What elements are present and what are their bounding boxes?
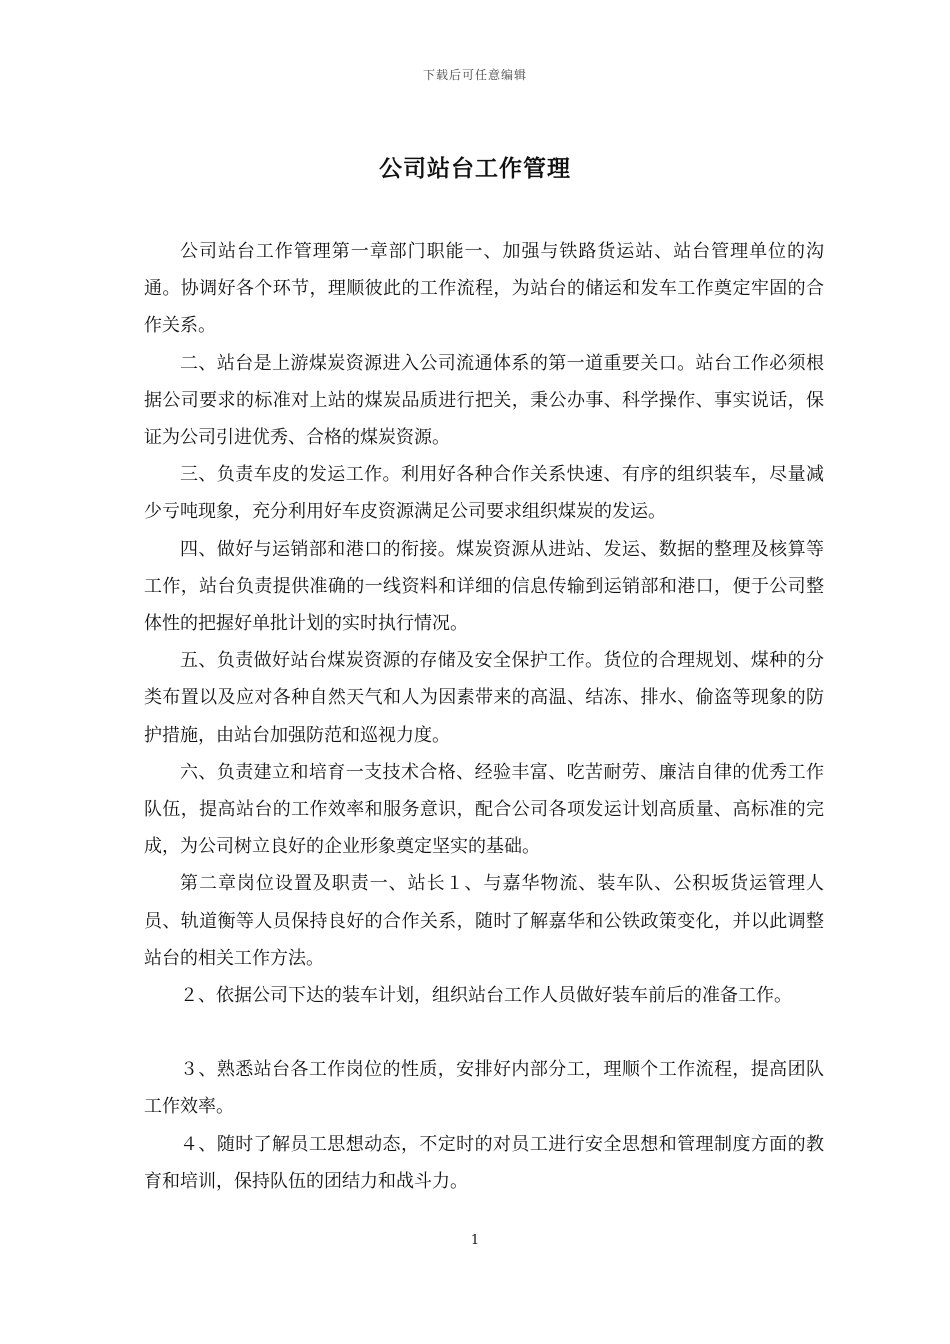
paragraph-7: 第二章岗位设置及职责一、站长１、与嘉华物流、装车队、公积坂货运管理人员、轨道衡等人员保持良好的合作关系，随时了解嘉华和公铁政策变化，并以此调整站台的相关工作方法。 bbox=[144, 873, 824, 969]
paragraph-2: 二、站台是上游煤炭资源进入公司流通体系的第一道重要关口。站台工作必须根据公司要求的标准对上站的煤炭品质进行把关，秉公办事、科学操作、事实说话，保证为公司引进优秀、合格的煤炭资源。 bbox=[144, 352, 824, 449]
page-number: 1 bbox=[470, 1233, 480, 1248]
paragraph-4: 四、做好与运销部和港口的衔接。煤炭资源从进站、发运、数据的整理及核算等工作，站台负责提供准确的一线资料和详细的信息传输到运销部和港口，便于公司整体性的把握好单批计划的实时执行情况。 bbox=[144, 538, 824, 635]
paragraph-5: 五、负责做好站台煤炭资源的存储及安全保护工作。货位的合理规划、煤种的分类布置以及应对各种自然天气和人为因素带来的高温、结冻、排水、偷盗等现象的防护措施，由站台加强防范和巡视力度。 bbox=[144, 650, 824, 746]
document-body bbox=[144, 233, 824, 1200]
paragraph-10: ４、随时了解员工思想动态，不定时的对员工进行安全思想和管理制度方面的教育和培训，保持队伍的团结力和战斗力。 bbox=[144, 1133, 824, 1192]
paragraph-8: ２、依据公司下达的装车计划，组织站台工作人员做好装车前后的准备工作。 bbox=[180, 985, 792, 1007]
document-title: 公司站台工作管理 bbox=[379, 156, 571, 182]
paragraph-6: 六、负责建立和培育一支技术合格、经验丰富、吃苦耐劳、廉洁自律的优秀工作队伍，提高站台的工作效率和服务意识，配合公司各项发运计划高质量、高标准的完成，为公司树立良好的企业形象奠定坚实的基础。 bbox=[144, 761, 824, 858]
page-header-note: 下载后可任意编辑 bbox=[422, 68, 527, 82]
paragraph-3: 三、负责车皮的发运工作。利用好各种合作关系快速、有序的组织装车，尽量减少亏吨现象，充分利用好车皮资源满足公司要求组织煤炭的发运。 bbox=[144, 464, 824, 523]
paragraph-1: 公司站台工作管理第一章部门职能一、加强与铁路货运站、站台管理单位的沟通。协调好各个环节，理顺彼此的工作流程，为站台的储运和发车工作奠定牢固的合作关系。 bbox=[144, 241, 824, 337]
paragraph-9: ３、熟悉站台各工作岗位的性质，安排好内部分工，理顺个工作流程，提高团队工作效率。 bbox=[144, 1059, 824, 1118]
